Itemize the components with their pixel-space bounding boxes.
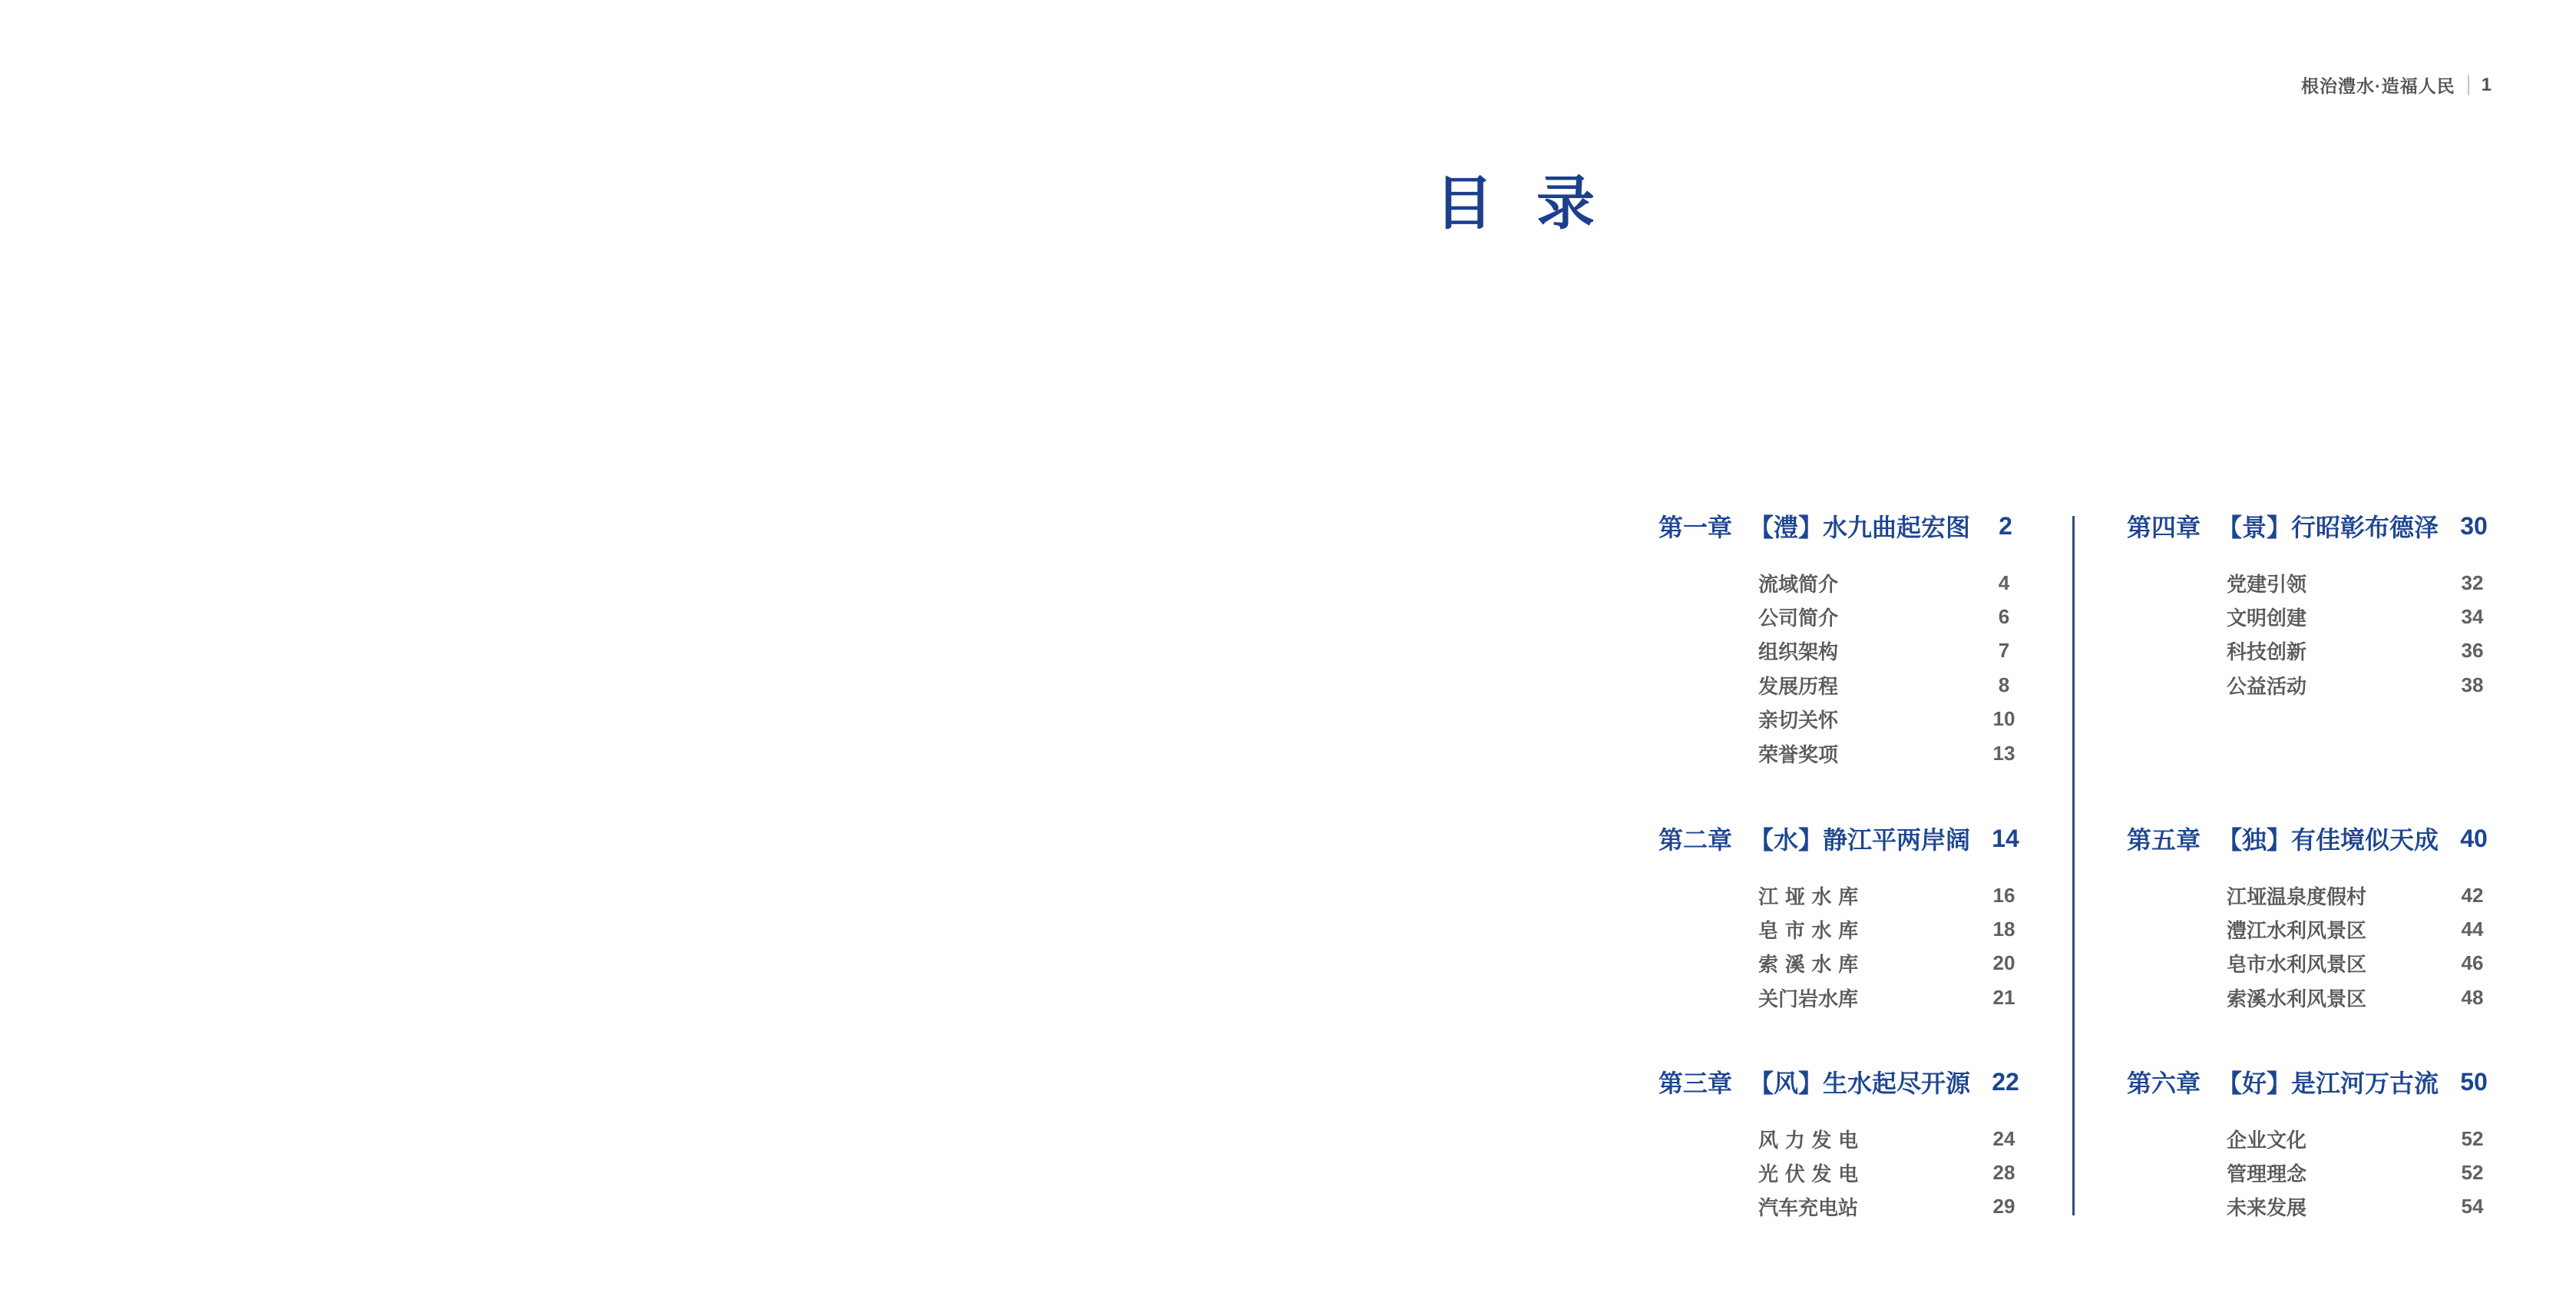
toc-item-row [2227, 668, 2508, 702]
toc-item-row [1758, 980, 2039, 1014]
toc-item-page-number: 6 [1998, 605, 2010, 629]
chapter-heading [2127, 822, 2508, 855]
toc-item-row [2227, 878, 2508, 912]
toc-item-row [1758, 736, 2039, 770]
toc-item-label: 皂市水利风景区 [2227, 953, 2367, 977]
chapter-section-6 [2127, 1066, 2508, 1224]
chapter-title: 【景】行昭彰布德泽 [2217, 514, 2439, 541]
chapter-number-label: 第三章 [1658, 1070, 1733, 1097]
toc-item-row [2227, 947, 2508, 980]
toc-item-label: 索溪水库 [1758, 953, 1865, 977]
toc-item-page-number: 52 [2461, 1126, 2484, 1150]
chapter-heading [1658, 510, 2039, 542]
chapter-heading [1658, 822, 2039, 855]
toc-item-row [2227, 1190, 2508, 1224]
toc-item-label: 企业文化 [2227, 1128, 2307, 1152]
chapter-section-3 [1658, 1066, 2039, 1224]
toc-item-page-number: 8 [1998, 673, 2010, 696]
chapter-heading [2127, 1066, 2508, 1098]
toc-item-page-number: 7 [1998, 639, 2010, 663]
toc-item-label: 江垭水库 [1758, 884, 1865, 908]
chapter-items [2227, 878, 2508, 1015]
chapter-title: 【水】静江平两岸阔 [1749, 826, 1971, 854]
toc-item-row [2227, 1122, 2508, 1156]
chapter-section-2 [1658, 822, 2039, 1015]
toc-item-row [2227, 566, 2508, 600]
toc-item-page-number: 52 [2461, 1161, 2484, 1185]
chapter-page-number: 50 [2460, 1067, 2488, 1096]
toc-item-row [2227, 634, 2508, 668]
toc-item-label: 皂市水库 [1758, 919, 1865, 943]
header-slogan: 根治澧水·造福人民 [2300, 76, 2455, 96]
chapter-number-label: 第一章 [1658, 514, 1733, 541]
toc-item-row [1758, 600, 2039, 633]
toc-item-row [1758, 1156, 2039, 1189]
toc-item-page-number: 28 [1992, 1161, 2015, 1185]
chapter-number-label: 第二章 [1658, 826, 1733, 854]
toc-item-label: 汽车充电站 [1758, 1196, 1859, 1220]
column-divider [2072, 516, 2075, 1215]
toc-item-page-number: 44 [2461, 918, 2484, 941]
chapter-number-label: 第五章 [2127, 826, 2201, 854]
page-title: 目录 [1435, 171, 1638, 236]
toc-item-page-number: 20 [1992, 951, 2015, 975]
chapter-items [1758, 1122, 2039, 1224]
toc-item-page-number: 42 [2461, 883, 2484, 907]
toc-item-label: 光伏发电 [1758, 1162, 1865, 1186]
toc-item-page-number: 48 [2461, 985, 2484, 1009]
toc-item-page-number: 29 [1992, 1195, 2015, 1218]
toc-right-column [2127, 0, 2508, 1306]
toc-left-column [1658, 0, 2039, 1306]
chapter-section-4 [2127, 510, 2508, 703]
chapter-items [2227, 1122, 2508, 1224]
toc-item-page-number: 54 [2461, 1195, 2484, 1218]
toc-item-page-number: 32 [2461, 570, 2484, 594]
toc-item-page-number: 46 [2461, 951, 2484, 975]
chapter-heading [1658, 1066, 2039, 1098]
chapter-page-number: 14 [1992, 824, 2019, 852]
toc-item-label: 文明创建 [2227, 607, 2307, 630]
toc-item-label: 流域简介 [1758, 572, 1839, 596]
chapter-title: 【风】生水起尽开源 [1749, 1070, 1971, 1097]
toc-item-label: 公益活动 [2227, 674, 2307, 698]
toc-item-row [2227, 912, 2508, 946]
toc-item-label: 管理理念 [2227, 1162, 2307, 1186]
chapter-items [2227, 566, 2508, 703]
toc-item-page-number: 10 [1992, 707, 2015, 731]
toc-item-label: 荣誉奖项 [1758, 742, 1839, 766]
toc-item-row [2227, 980, 2508, 1014]
chapter-page-number: 30 [2460, 511, 2488, 540]
toc-item-page-number: 21 [1992, 985, 2015, 1009]
toc-item-label: 江垭温泉度假村 [2227, 884, 2367, 908]
chapter-title: 【好】是江河万古流 [2217, 1070, 2439, 1097]
toc-item-row [1758, 878, 2039, 912]
toc-item-page-number: 34 [2461, 605, 2484, 629]
toc-item-label: 亲切关怀 [1758, 709, 1839, 732]
chapter-items [1758, 566, 2039, 770]
toc-item-label: 组织架构 [1758, 640, 1839, 664]
chapter-section-5 [2127, 822, 2508, 1015]
chapter-title: 【独】有佳境似天成 [2217, 826, 2439, 854]
chapter-section-1 [1658, 510, 2039, 770]
toc-item-label: 关门岩水库 [1758, 987, 1859, 1010]
toc-item-label: 未来发展 [2227, 1196, 2307, 1220]
toc-item-row [1758, 634, 2039, 668]
toc-item-label: 索溪水利风景区 [2227, 987, 2367, 1010]
chapter-items [1758, 878, 2039, 1015]
toc-item-row [1758, 668, 2039, 702]
toc-item-label: 公司简介 [1758, 607, 1839, 630]
chapter-heading [2127, 510, 2508, 542]
toc-item-label: 风力发电 [1758, 1128, 1865, 1152]
toc-item-row [1758, 703, 2039, 736]
toc-item-row [1758, 1190, 2039, 1224]
toc-item-page-number: 13 [1992, 741, 2015, 765]
chapter-page-number: 40 [2460, 824, 2488, 852]
toc-item-label: 科技创新 [2227, 640, 2307, 664]
toc-item-row [1758, 947, 2039, 980]
chapter-number-label: 第六章 [2127, 1070, 2201, 1097]
toc-item-label: 澧江水利风景区 [2227, 919, 2367, 943]
chapter-number-label: 第四章 [2127, 514, 2201, 541]
toc-item-row [2227, 1156, 2508, 1189]
toc-item-page-number: 24 [1992, 1126, 2015, 1150]
toc-item-row [1758, 566, 2039, 600]
toc-item-page-number: 16 [1992, 883, 2015, 907]
toc-item-page-number: 18 [1992, 918, 2015, 941]
chapter-title: 【澧】水九曲起宏图 [1749, 514, 1971, 541]
toc-item-label: 党建引领 [2227, 572, 2307, 596]
toc-item-row [2227, 600, 2508, 633]
toc-item-page-number: 4 [1998, 570, 2010, 594]
header-page-number: 1 [2481, 74, 2492, 95]
toc-item-page-number: 36 [2461, 639, 2484, 663]
chapter-page-number: 2 [1999, 511, 2012, 540]
toc-item-page-number: 38 [2461, 673, 2484, 696]
chapter-page-number: 22 [1992, 1067, 2019, 1096]
toc-item-row [1758, 1122, 2039, 1156]
toc-item-row [1758, 912, 2039, 946]
toc-item-label: 发展历程 [1758, 674, 1839, 698]
